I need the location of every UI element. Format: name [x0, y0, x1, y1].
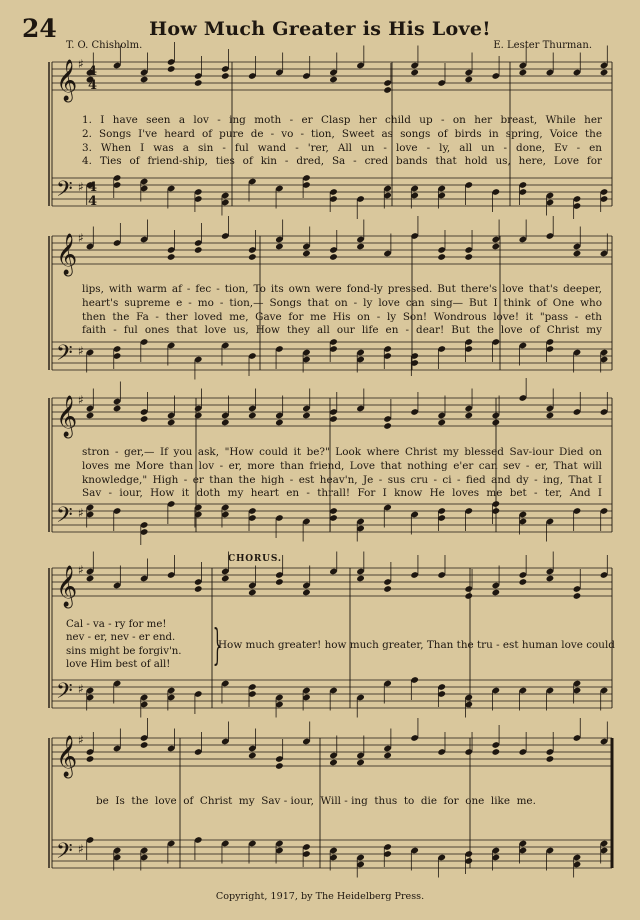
note-head	[546, 755, 555, 763]
note-head	[221, 419, 230, 427]
note-head	[383, 752, 392, 760]
note-head	[491, 748, 500, 756]
note-head	[383, 86, 392, 94]
lyric-line: Sav - iour, How it doth my heart en - thrall! For I know He loves me bet - ter, And I	[82, 487, 602, 500]
final-word: thus	[374, 795, 398, 807]
note-head	[302, 412, 311, 420]
note-head	[546, 412, 555, 420]
composer-credit: E. Lester Thurman.	[493, 40, 592, 51]
lyric-line: 4. Ties of friend-ship, ties of kin - dred, Sa - cred bands that hold us, here, Love for	[82, 155, 602, 168]
final-lyric-line	[96, 795, 536, 807]
copyright-notice: Copyright, 1917, by The Heidelberg Press.	[215, 891, 425, 902]
treble-clef-icon: 𝄞	[56, 234, 78, 275]
note-head	[302, 250, 311, 258]
note-head	[248, 589, 257, 597]
lyric-line: knowledge," High - er than the high - est heav'n, Je - sus cru - ci - fied and dy - ing, That I	[82, 473, 602, 486]
note-head	[356, 759, 365, 767]
note-head	[600, 69, 609, 77]
note-head	[329, 253, 338, 261]
bass-clef-icon: 𝄢	[56, 341, 73, 371]
final-word: the	[131, 795, 149, 807]
final-word: to	[403, 795, 415, 807]
note-head	[248, 253, 257, 261]
note-head	[248, 752, 257, 760]
verse-lyrics-system-2	[82, 283, 602, 338]
chorus-lyric-line: How much greater! how much greater, Than the tru - est human love could	[218, 639, 615, 651]
bass-clef-icon: 𝄢	[56, 177, 73, 207]
note-head	[383, 585, 392, 593]
lyricist-credit: T. O. Chisholm.	[66, 40, 143, 51]
final-word: for	[443, 795, 459, 807]
lyric-line: 3. When I was a sin - ful wand - 'rer, All un - love - ly, all un - done, Ev - en	[82, 141, 602, 154]
note-head	[167, 253, 176, 261]
note-head	[194, 412, 203, 420]
sharp-icon: ♯	[78, 563, 84, 577]
bass-clef-icon: 𝄢	[56, 679, 73, 709]
note-head	[167, 65, 176, 73]
note-head	[275, 243, 284, 251]
bass-clef-icon: 𝄢	[56, 839, 73, 869]
final-word: like	[490, 795, 510, 807]
note-head	[86, 412, 95, 420]
note-head	[86, 755, 95, 763]
final-word: Will - ing	[320, 795, 368, 807]
note-head	[356, 575, 365, 583]
note-head	[464, 76, 473, 84]
note-head	[248, 412, 257, 420]
lyric-line: then the Fa - ther loved me, Gave for me His on - ly Son! Wondrous love! it "pass - eth	[82, 310, 602, 323]
verse-lyrics-system-1	[82, 114, 602, 169]
time-signature-bottom: 4	[88, 194, 98, 209]
time-signature-bottom: 4	[88, 78, 98, 93]
sharp-icon: ♯	[78, 393, 84, 407]
note-head	[519, 578, 528, 586]
note-head	[491, 589, 500, 597]
lyric-brace: }	[212, 620, 223, 669]
note-head	[464, 412, 473, 420]
sharp-icon: ♯	[78, 733, 84, 747]
sharp-icon: ♯	[78, 180, 84, 194]
bass-clef-icon: 𝄢	[56, 503, 73, 533]
note-head	[113, 405, 122, 413]
ending-line: sins might be forgiv'n.	[66, 645, 182, 657]
final-word: of	[183, 795, 194, 807]
note-head	[221, 575, 230, 583]
sharp-icon: ♯	[78, 682, 84, 696]
note-head	[194, 246, 203, 254]
lyric-line: 1. I have seen a lov - ing moth - er Clasp her child up - on her breast, While her	[82, 114, 602, 126]
note-head	[356, 243, 365, 251]
lyric-line: loves me More than lov - er, more than friend, Love that nothing e'er can sev - er, That will	[82, 459, 602, 472]
sharp-icon: ♯	[78, 231, 84, 245]
note-head	[410, 69, 419, 77]
sharp-icon: ♯	[78, 842, 84, 856]
chorus-ending-lyrics	[66, 618, 182, 672]
note-head	[140, 415, 149, 423]
final-word: love	[155, 795, 177, 807]
note-head	[275, 762, 284, 770]
ending-line: Cal - va - ry for me!	[66, 619, 167, 630]
note-head	[86, 575, 95, 583]
note-head	[437, 419, 446, 427]
sharp-icon: ♯	[78, 344, 84, 358]
note-head	[519, 69, 528, 77]
note-head	[329, 759, 338, 767]
note-head	[140, 76, 149, 84]
lyric-line: 2. Songs I've heard of pure de - vo - tion, Sweet as songs of birds in spring, Voice the	[82, 127, 602, 140]
final-word: me.	[516, 795, 536, 807]
note-head	[464, 592, 473, 600]
treble-clef-icon: 𝄞	[56, 566, 78, 607]
verse-lyrics-system-3	[82, 446, 602, 501]
sharp-icon: ♯	[78, 57, 84, 71]
note-head	[383, 422, 392, 430]
note-head	[140, 741, 149, 749]
final-word: be	[96, 795, 109, 807]
final-word: Is	[115, 795, 125, 807]
note-head	[221, 72, 230, 80]
time-signature-top: 4	[88, 180, 98, 195]
page-number: 24	[22, 14, 57, 43]
ending-line: love Him best of all!	[66, 659, 171, 671]
note-head	[275, 419, 284, 427]
lyric-line: heart's supreme e - mo - tion,— Songs that on - ly love can sing— But I think of One who	[82, 296, 602, 309]
hymn-title: How Much Greater is His Love!	[149, 18, 491, 40]
note-head	[167, 419, 176, 427]
note-head	[329, 76, 338, 84]
note-head	[491, 243, 500, 251]
note-head	[194, 79, 203, 87]
chorus-label: CHORUS.	[228, 554, 282, 564]
note-head	[275, 578, 284, 586]
final-word: die	[420, 795, 437, 807]
lyric-line: faith - ful ones that love us, How they all our life en - dear! But the love of Christ my	[82, 324, 602, 337]
note-head	[546, 575, 555, 583]
note-head	[573, 250, 582, 258]
final-word: one	[465, 795, 485, 807]
final-word: Christ	[199, 795, 233, 807]
note-head	[573, 592, 582, 600]
note-head	[302, 589, 311, 597]
lyric-line: stron - ger,— If you ask, "How could it be?" Look where Christ my blessed Sav-iour Died on	[82, 446, 602, 458]
note-head	[437, 253, 446, 261]
ending-line: nev - er, nev - er end.	[66, 632, 176, 644]
sharp-icon: ♯	[78, 506, 84, 520]
treble-clef-icon: 𝄞	[56, 60, 78, 101]
time-signature-top: 4	[88, 64, 98, 79]
note-head	[329, 415, 338, 423]
note-head	[194, 585, 203, 593]
final-word: my	[238, 795, 255, 807]
lyric-line: lips, with warm af - fec - tion, To its own were fond-ly pressed. But there's love that's deeper,	[82, 283, 602, 295]
note-head	[464, 253, 473, 261]
final-word: Sav - iour,	[261, 795, 314, 807]
treble-clef-icon: 𝄞	[56, 396, 78, 437]
treble-clef-icon: 𝄞	[56, 736, 78, 777]
